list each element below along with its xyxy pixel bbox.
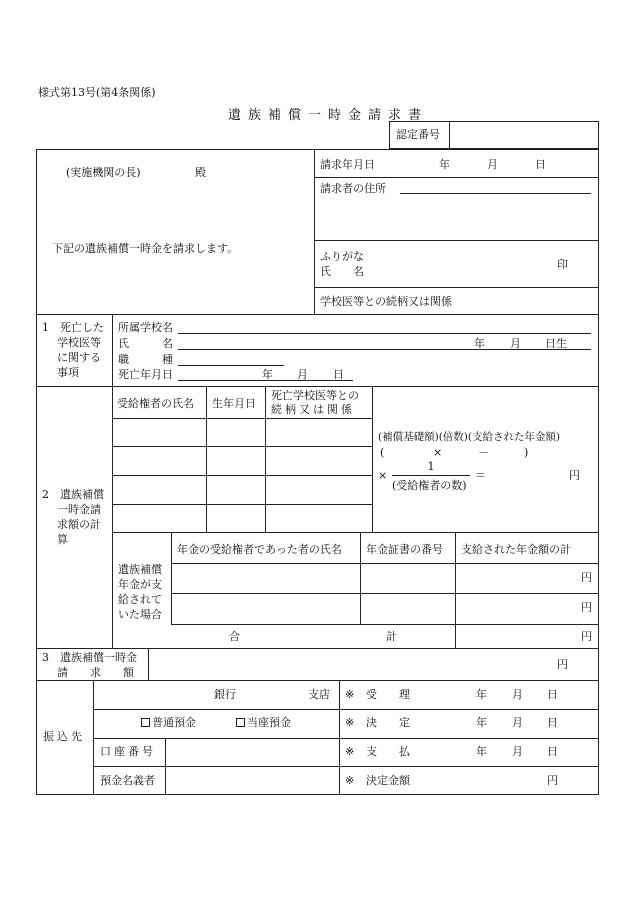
- current-deposit-checkbox[interactable]: [236, 718, 245, 727]
- formula-minus: －: [478, 446, 489, 459]
- section3-heading-1: 3 遺族補償一時金: [42, 651, 137, 664]
- pension-row1-yen: 円: [581, 571, 592, 584]
- formula-yen: 円: [569, 469, 580, 482]
- account-number-field[interactable]: [167, 740, 337, 764]
- birth-day-unit: 日生: [545, 337, 567, 350]
- received-day: 日: [547, 688, 558, 701]
- section1-heading-line1: 1 死亡した: [42, 321, 104, 334]
- decided-month: 月: [512, 716, 523, 729]
- seal-mark: 印: [557, 258, 568, 271]
- received-year: 年: [476, 688, 487, 701]
- pension-name-row-2[interactable]: [173, 595, 358, 623]
- account-holder-field[interactable]: [167, 768, 337, 793]
- claimant-name-field[interactable]: [380, 247, 550, 283]
- date-year-unit: 年: [439, 158, 450, 171]
- section1-heading-line4: 事項: [57, 366, 79, 379]
- date-day-unit: 日: [535, 158, 546, 171]
- furigana-label: ふりがな: [320, 250, 364, 263]
- section2-heading-line3: 求額の計: [57, 518, 101, 531]
- beneficiary-relation-header-1: 死亡学校医等との: [271, 389, 359, 402]
- office-mark-4: ※: [345, 774, 355, 787]
- bank-label: 銀行: [214, 688, 236, 701]
- pension-row2-yen: 円: [581, 601, 592, 614]
- deceased-name-field[interactable]: [178, 349, 591, 350]
- ordinary-deposit-label: 普通預金: [152, 716, 196, 729]
- formula-numerator: 1: [427, 460, 435, 473]
- job-label: 職 種: [118, 353, 173, 366]
- relation-label: 学校医等との続柄又は関係: [320, 295, 452, 308]
- claimant-name-label: 氏 名: [320, 265, 364, 278]
- decided-label: 決 定: [366, 716, 410, 729]
- institution-head: (実施機関の長): [66, 166, 141, 179]
- office-mark-3: ※: [345, 745, 355, 758]
- birth-year-unit: 年: [474, 337, 485, 350]
- request-date-label: 請求年月日: [320, 158, 375, 171]
- deceased-name-label: 氏 名: [118, 337, 173, 350]
- account-number-label: 口座番号: [100, 745, 156, 758]
- beneficiary-row-3[interactable]: [114, 477, 204, 503]
- paid-month: 月: [512, 745, 523, 758]
- birth-month-unit: 月: [510, 337, 521, 350]
- transfer-label: 振込先: [43, 730, 85, 743]
- pension-cert-header: 年金証書の番号: [366, 543, 443, 556]
- pension-side-line1: 遺族補償: [118, 563, 162, 576]
- section2-heading-line1: 2 遺族補償: [42, 488, 104, 501]
- ordinary-deposit-checkbox[interactable]: [141, 718, 150, 727]
- pension-side-line4: いた場合: [118, 608, 162, 621]
- beneficiary-relation-header-2: 続柄又は関係: [271, 403, 355, 416]
- decided-day: 日: [547, 716, 558, 729]
- certification-number-field[interactable]: [451, 123, 597, 147]
- beneficiary-name-header: 受給権者の氏名: [117, 397, 194, 410]
- beneficiary-row-1[interactable]: [114, 420, 204, 445]
- total-yen: 円: [581, 630, 592, 643]
- current-deposit-label: 当座預金: [247, 716, 291, 729]
- date-month-unit: 月: [487, 158, 498, 171]
- section3-heading-2: 請 求 額: [57, 666, 134, 679]
- page-title: 遺族補償一時金請求書: [228, 108, 429, 123]
- formula-times: ×: [433, 446, 443, 459]
- form-number: 様式第13号(第4条関係): [38, 86, 156, 99]
- pension-side-line2: 年金が支: [118, 578, 162, 591]
- total-label-right: 計: [386, 630, 397, 643]
- pension-name-row-1[interactable]: [173, 565, 358, 592]
- school-field[interactable]: [178, 333, 591, 334]
- formula-times-2: ×: [378, 469, 388, 482]
- certification-number-label: 認定番号: [396, 128, 440, 141]
- decided-amount-label: 決定金額: [366, 774, 410, 787]
- beneficiary-row-4[interactable]: [114, 506, 204, 531]
- total-label-left: 合: [229, 630, 240, 643]
- address-label: 請求者の住所: [320, 182, 386, 195]
- school-label: 所属学校名: [118, 321, 173, 334]
- section2-heading-line4: 算: [57, 533, 68, 546]
- pension-side-line3: 給されて: [118, 593, 162, 606]
- branch-label: 支店: [308, 688, 330, 701]
- pension-name-header: 年金の受給権者であった者の氏名: [177, 543, 342, 556]
- formula-paren-open: (: [380, 446, 385, 459]
- death-day-unit: 日: [333, 368, 344, 381]
- received-label: 受 理: [366, 688, 410, 701]
- received-month: 月: [512, 688, 523, 701]
- section3-yen: 円: [557, 658, 568, 671]
- section1-heading-line3: に関する: [57, 351, 101, 364]
- formula-fraction-bar: [392, 475, 470, 476]
- pension-total-header: 支給された年金額の計: [461, 543, 571, 556]
- death-date-label: 死亡年月日: [118, 368, 173, 381]
- beneficiary-birth-header: 生年月日: [212, 397, 256, 410]
- paid-day: 日: [547, 745, 558, 758]
- honorific: 殿: [195, 166, 206, 179]
- section2-heading-line2: 一時金請: [57, 503, 101, 516]
- death-month-unit: 月: [297, 368, 308, 381]
- account-holder-label: 預金名義者: [100, 774, 155, 787]
- formula-equals: ＝: [475, 469, 486, 482]
- formula-denominator: (受給権者の数): [392, 479, 467, 492]
- job-field[interactable]: [178, 365, 284, 366]
- address-field[interactable]: [400, 193, 591, 194]
- paid-label: 支 払: [366, 745, 410, 758]
- formula-header: (補償基礎額)(倍数)(支給された年金額): [378, 431, 561, 443]
- paid-year: 年: [476, 745, 487, 758]
- decided-amount-yen: 円: [547, 774, 558, 787]
- office-mark-1: ※: [345, 688, 355, 701]
- claim-amount-field[interactable]: [150, 650, 550, 678]
- office-mark-2: ※: [345, 716, 355, 729]
- decided-year: 年: [476, 716, 487, 729]
- formula-paren-close: ): [524, 446, 529, 459]
- beneficiary-row-2[interactable]: [114, 448, 204, 474]
- death-year-unit: 年: [262, 368, 273, 381]
- section1-heading-line2: 学校医等: [57, 336, 101, 349]
- request-text: 下記の遺族補償一時金を請求します。: [52, 242, 239, 255]
